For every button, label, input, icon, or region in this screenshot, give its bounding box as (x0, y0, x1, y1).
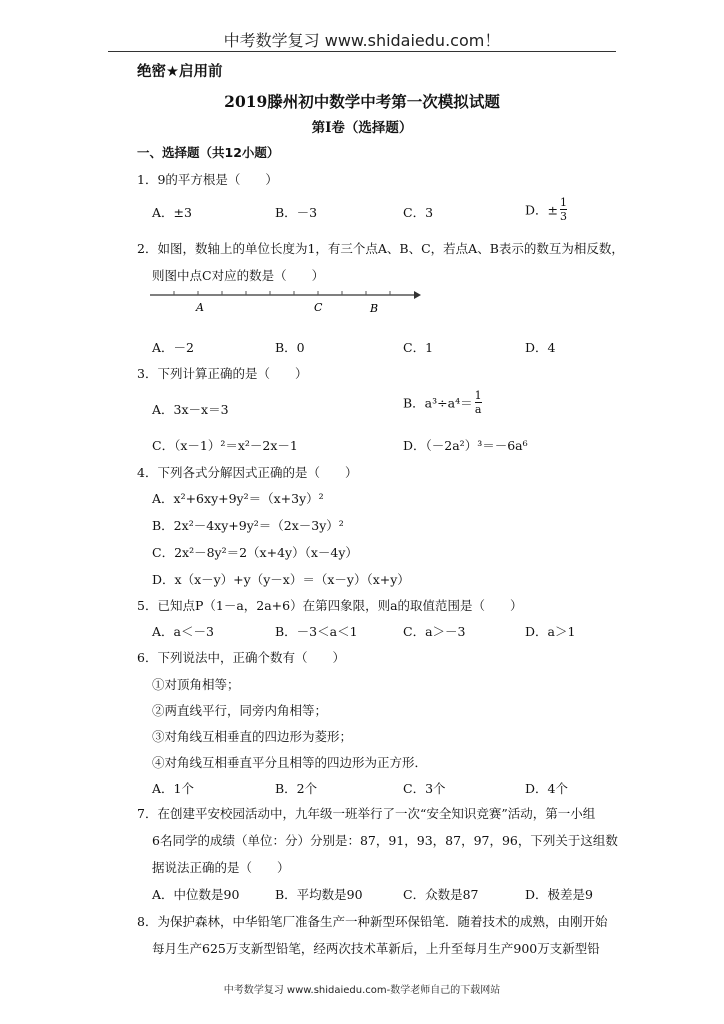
q2-option-b: B．0 (275, 340, 305, 355)
q6-option-b: B．2个 (275, 781, 318, 796)
q8-stem-line1: 8．为保护森林，中华铅笔厂准备生产一种新型环保铅笔．随着技术的成熟，由刚开始 (137, 914, 608, 929)
q6-option-a: A．1个 (152, 781, 194, 796)
number-line-figure (150, 286, 422, 318)
q1-option-c: C．3 (403, 205, 434, 220)
page-header: 中考数学复习 www.shidaiedu.com！ (223, 31, 501, 50)
q5-option-b: B．－3＜a＜1 (275, 624, 358, 639)
q3-option-d: D．（－2a²）³＝－6a⁶ (403, 438, 528, 453)
q1-option-a: A．±3 (152, 205, 192, 220)
q2-stem-line1: 2．如图，数轴上的单位长度为1，有三个点A、B、C，若点A、B表示的数互为相反数， (137, 241, 624, 256)
point-a-label: A (196, 301, 204, 314)
q6-statement-1: ①对顶角相等； (152, 677, 240, 692)
q7-stem-line2: 6名同学的成绩（单位：分）分别是：87，91，93，87，97，96，下列关于这组数 (152, 833, 618, 848)
q6-statement-4: ④对角线互相垂直平分且相等的四边形为正方形． (152, 755, 428, 770)
q7-stem-line1: 7．在创建平安校园活动中，九年级一班举行了一次“安全知识竞赛”活动，第一小组 (137, 806, 596, 821)
q8-stem-line2: 每月生产625万支新型铅笔，经两次技术革新后，上升至每月生产900万支新型铅 (152, 941, 600, 956)
q3-option-b: B．a³÷a⁴＝ $\frac{1}{a}$ (403, 389, 482, 416)
q4-option-a: A．x²+6xy+9y²＝（x+3y）² (152, 491, 324, 506)
q3-stem: 3．下列计算正确的是（ ） (137, 366, 308, 381)
q5-option-a: A．a＜－3 (152, 624, 214, 639)
page-footer: 中考数学复习 www.shidaiedu.com-数学老师自己的下载网站 (223, 985, 501, 996)
q2-option-a: A．－2 (152, 340, 194, 355)
exam-subtitle: 第Ⅰ卷（选择题） (311, 120, 413, 136)
exam-title: 2019滕州初中数学中考第一次模拟试题 (224, 92, 500, 111)
header-rule (108, 51, 616, 52)
q6-option-d: D．4个 (525, 781, 568, 796)
q1-option-d: D．± $\frac{1}{3}$ (525, 196, 567, 223)
q4-option-c: C．2x²－8y²＝2（x+4y）（x－4y） (152, 545, 358, 560)
q7-stem-line3: 据说法正确的是（ ） (152, 860, 290, 875)
q5-stem: 5．已知点P（1－a，2a+6）在第四象限，则a的取值范围是（ ） (137, 598, 523, 613)
q1-stem: 1．9的平方根是（ ） (137, 172, 278, 187)
q6-statement-2: ②两直线平行，同旁内角相等； (152, 703, 328, 718)
q7-option-b: B．平均数是90 (275, 887, 363, 902)
q2-option-d: D．4 (525, 340, 556, 355)
q4-option-b: B．2x²－4xy+9y²＝（2x－3y）² (152, 518, 344, 533)
q6-statement-3: ③对角线互相垂直的四边形为菱形； (152, 729, 353, 744)
q7-option-d: D．极差是9 (525, 887, 593, 902)
q2-stem-line2: 则图中点C对应的数是（ ） (152, 268, 325, 283)
point-c-label: C (314, 301, 323, 314)
q7-option-a: A．中位数是90 (152, 887, 240, 902)
q4-stem: 4．下列各式分解因式正确的是（ ） (137, 465, 358, 480)
q5-option-c: C．a＞－3 (403, 624, 466, 639)
point-b-label: B (370, 302, 379, 315)
q3-option-a: A．3x－x＝3 (152, 402, 229, 417)
secret-label: 绝密★启用前 (137, 64, 223, 80)
q6-stem: 6．下列说法中，正确个数有（ ） (137, 650, 345, 665)
number-line-arrow (414, 291, 421, 299)
q1-option-b: B．－3 (275, 205, 318, 220)
q6-option-c: C．3个 (403, 781, 446, 796)
q4-option-d: D．x（x－y）+y（y－x）＝（x－y）（x+y） (152, 572, 410, 587)
q3-option-c: C．（x－1）²＝x²－2x－1 (152, 438, 298, 453)
q5-option-d: D．a＞1 (525, 624, 576, 639)
number-line-ticks (174, 291, 390, 295)
q7-option-c: C．众数是87 (403, 887, 479, 902)
q2-option-c: C．1 (403, 340, 434, 355)
section-heading: 一、选择题（共12小题） (137, 145, 280, 160)
